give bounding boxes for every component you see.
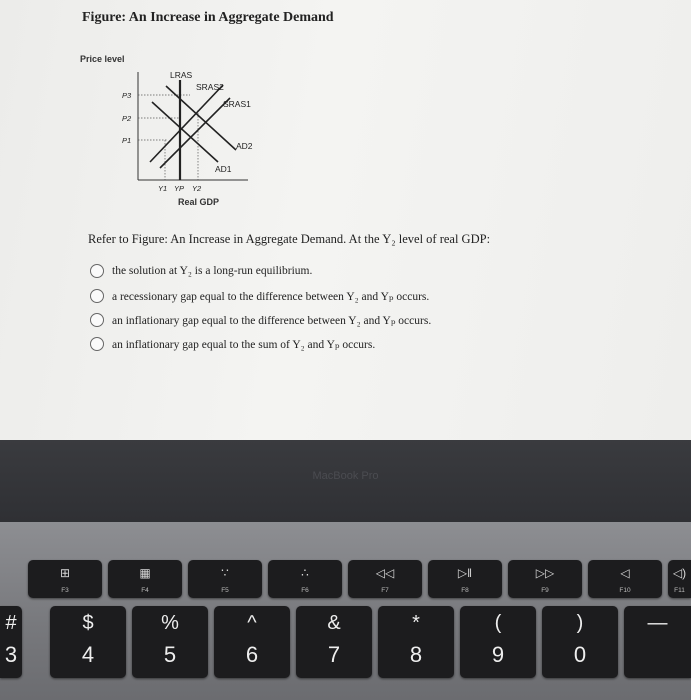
key-f5[interactable]: ∵ F5 <box>188 560 262 598</box>
option-label: a recessionary gap equal to the difference between Y₂ and Yₚ occurs. <box>112 291 430 303</box>
key-f6[interactable]: ∴ F6 <box>268 560 342 598</box>
label-lras: LRAS <box>170 70 193 80</box>
figure-title: Figure: An Increase in Aggregate Demand <box>82 10 334 25</box>
key-9[interactable]: ( 9 <box>460 606 536 678</box>
option-label: the solution at Y₂ is a long-run equilibrium. <box>112 265 313 277</box>
key-f3[interactable]: ⊞ F3 <box>28 560 102 598</box>
curve-sras1 <box>160 98 230 168</box>
question-text: Refer to Figure: An Increase in Aggregate Demand. At the Y₂ level of real GDP: <box>88 232 491 246</box>
key-f10[interactable]: ◁ F10 <box>588 560 662 598</box>
key-6[interactable]: ^ 6 <box>214 606 290 678</box>
key-f9[interactable]: ▷▷ F9 <box>508 560 582 598</box>
macbook-label: MacBook Pro <box>312 470 379 482</box>
key-8[interactable]: * 8 <box>378 606 454 678</box>
option-label: an inflationary gap equal to the sum of Y₂ and Yₚ occurs. <box>112 339 376 351</box>
key-0[interactable]: ) 0 <box>542 606 618 678</box>
x-axis-label: Real GDP <box>178 197 220 207</box>
radio-button[interactable] <box>90 289 104 303</box>
tick-p2: P2 <box>122 114 132 123</box>
key-7[interactable]: & 7 <box>296 606 372 678</box>
label-sras2: SRAS2 <box>196 82 224 92</box>
option-label: an inflationary gap equal to the difference between Y₂ and Yₚ occurs. <box>112 315 432 327</box>
radio-button[interactable] <box>90 337 104 351</box>
label-sras1: SRAS1 <box>223 99 251 109</box>
fast-forward-icon: ▷▷ <box>535 566 555 580</box>
key-f8[interactable]: ▷‖ F8 <box>428 560 502 598</box>
label-ad2: AD2 <box>236 141 253 151</box>
answer-option-3[interactable] <box>90 311 431 329</box>
answer-option-1[interactable] <box>90 262 312 280</box>
key-5[interactable]: % 5 <box>132 606 208 678</box>
key-f11[interactable]: ◁) F11 <box>668 560 691 598</box>
answer-option-2[interactable] <box>90 287 429 305</box>
key-3[interactable]: # 3 <box>0 606 22 678</box>
mission-control-icon: ⊞ <box>59 566 71 580</box>
tick-p3: P3 <box>122 91 132 100</box>
keyboard <box>0 522 691 700</box>
answer-option-4[interactable] <box>90 335 375 353</box>
volume-down-icon: ◁) <box>672 566 687 580</box>
curve-ad1 <box>152 102 218 162</box>
rewind-icon: ◁◁ <box>375 566 395 580</box>
play-pause-icon: ▷‖ <box>457 566 473 580</box>
radio-button[interactable] <box>90 313 104 327</box>
tick-p1: P1 <box>122 136 132 145</box>
tick-yp: YP <box>174 184 185 193</box>
key-f4[interactable]: ▦ F4 <box>108 560 182 598</box>
label-ad1: AD1 <box>215 164 232 174</box>
key-4[interactable]: $ 4 <box>50 606 126 678</box>
radio-button[interactable] <box>90 264 104 278</box>
curve-sras2 <box>150 85 223 162</box>
launchpad-icon: ▦ <box>139 566 151 580</box>
key-f7[interactable]: ◁◁ F7 <box>348 560 422 598</box>
tick-y2: Y2 <box>192 184 202 193</box>
ad-as-chart <box>78 50 278 210</box>
key-minus[interactable]: — <box>624 606 691 678</box>
tick-y1: Y1 <box>158 184 168 193</box>
curve-ad2 <box>166 86 236 150</box>
keyboard-brightness-up-icon: ∴ <box>301 566 309 580</box>
mute-icon: ◁ <box>620 566 630 580</box>
y-axis-label: Price level <box>80 54 125 64</box>
keyboard-brightness-down-icon: ∵ <box>221 566 229 580</box>
